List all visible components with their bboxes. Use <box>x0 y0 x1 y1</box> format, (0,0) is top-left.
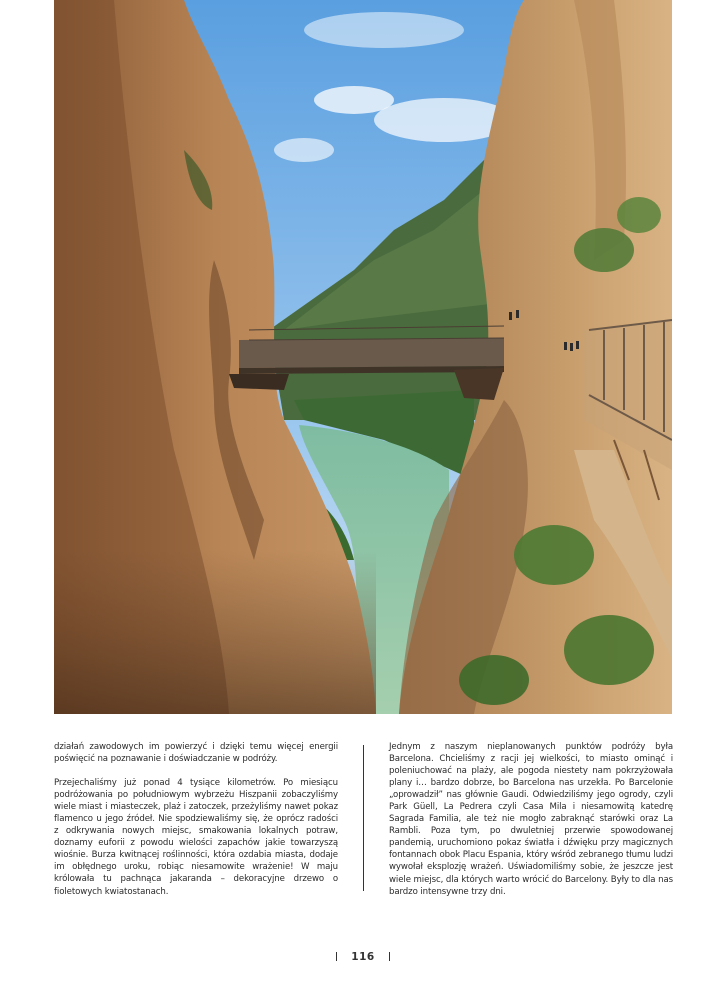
column-divider <box>363 745 364 891</box>
article-paragraph: Jednym z naszym nieplanowanych punktów podróży była Barcelona. Chcieliśmy z racji jej wielkości, to miasto ominąć i poleniuchować na plaży, ale pogoda niestety nam pokrzyżowała plany i… bardzo dobrze, bo Barcelona nas urzekła. Po Barcelonie „oprowadził” nas głównie Gaudi. Odwiedziliśmy jego ogrody, czyli Park Güell, La Pedrera czyli Casa Mila i niesamowitą katedrę Sagrada Familia, ale też nie mogło zabraknąć starówki oraz La Rambli. Poza tym, po dwuletniej przerwie spowodowanej pandemią, uruchomiono pokaz światła i dźwięku przy magicznych fontannach obok Placu Espania, który wśród zebranego tłumu ludzi wywołał eksplozję wrażeń. Uświadomiliśmy sobie, że jeszcze jest wiele miejsc, dla których warto wrócić do Barcelony. Były to dla nas bardzo intensywne trzy dni. <box>389 742 673 897</box>
footer-bar-left <box>336 952 338 961</box>
article-column-left <box>54 741 338 898</box>
footer-bar-right <box>389 952 391 961</box>
article-paragraph: Przejechaliśmy już ponad 4 tysiące kilometrów. Po miesiącu podróżowania po południowym wybrzeżu Hiszpanii zobaczyliśmy wiele miast i miasteczek, plaż i zatoczek, przeżyliśmy nawet pokaz flamenco u jego źródeł. Nie spodziewaliśmy się, że oprócz radości z odkrywania nowych miejsc, smakowania lokalnych potraw, doznamy euforii z powodu wielości zapachów jakie towarzyszą wiośnie. Burza kwitnącej roślinności, która ozdabia miasta, dodaje im obłędnego uroku, robiąc niesamowite wrażenie! W maju królowała tu pachnąca jakaranda – dekoracyjne drzewo o fioletowych kwiatostanach. <box>54 778 338 897</box>
article-column-right <box>389 741 673 898</box>
page-number: 116 <box>351 951 375 963</box>
article-paragraph: działań zawodowych im powierzyć i dzięki temu więcej energii poświęcić na poznawanie i doświadczanie w podróży. <box>54 742 338 765</box>
page-footer <box>0 951 726 963</box>
gorge-photo <box>54 0 672 714</box>
